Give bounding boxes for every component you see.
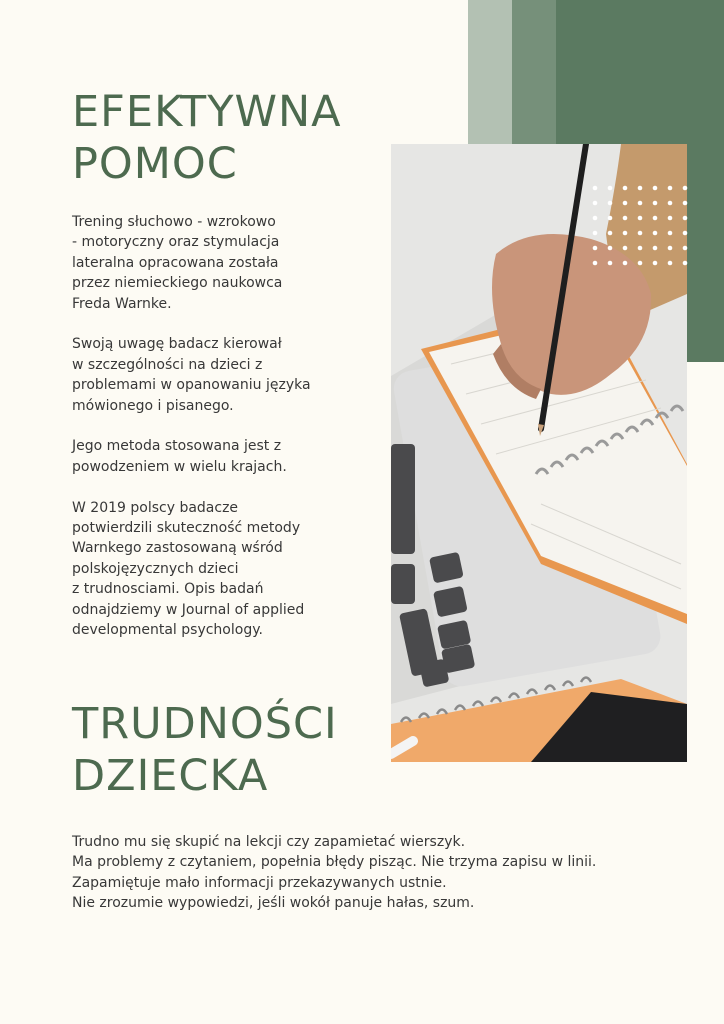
text-line: problemami w opanowaniu języka [72, 377, 311, 394]
text-line: W 2019 polscy badacze [72, 499, 239, 516]
text-line: Zapamiętuje mało informacji przekazywanych ustnie. [72, 874, 447, 891]
text-line: lateralna opracowana została [72, 254, 279, 271]
text-line: Swoją uwagę badacz kierował [72, 336, 282, 353]
decor-band-light [468, 0, 512, 144]
text-line: mówionego i pisanego. [72, 397, 234, 414]
text-line: potwierdzili skuteczność metody [72, 520, 301, 537]
text-line: polskojęzycznych dzieci [72, 560, 239, 577]
text-line: Ma problemy z czytaniem, popełnia błędy pisząc. Nie trzyma zapisu w linii. [72, 854, 597, 871]
text-line: Nie zrozumie wypowiedzi, jeśli wokół panuje hałas, szum. [72, 895, 475, 912]
paragraph [72, 212, 352, 314]
section1-body [72, 212, 352, 661]
section-title-trudnosci-dziecka [72, 698, 338, 802]
text-line: w szczególności na dzieci z [72, 356, 263, 373]
section2-body [72, 832, 672, 914]
paragraph [72, 334, 352, 416]
text-line: Trening słuchowo - wzrokowo [72, 214, 276, 230]
text-line: Trudno mu się skupić na lekcji czy zapamietać wierszyk. [72, 834, 466, 850]
title-line: DZIECKA [72, 751, 269, 801]
text-line: powodzeniem w wielu krajach. [72, 458, 287, 475]
text-line: z trudnosciami. Opis badań [72, 581, 264, 598]
text-line: Warnkego zastosowaną wśród [72, 540, 283, 557]
text-line: developmental psychology. [72, 622, 263, 639]
text-line: przez niemieckiego naukowca [72, 275, 283, 292]
paragraph [72, 498, 352, 641]
text-line: odnajdziemy w Journal of applied [72, 601, 305, 618]
dot-grid-decoration [590, 183, 700, 273]
section-title-efektywna-pomoc [72, 86, 342, 190]
text-line: Freda Warnke. [72, 295, 172, 312]
decor-band-mid [512, 0, 556, 144]
text-line: Jego metoda stosowana jest z [72, 438, 282, 455]
text-line: - motoryczny oraz stymulacja [72, 234, 280, 251]
paragraph [72, 436, 352, 477]
title-line: TRUDNOŚCI [72, 699, 338, 749]
title-line: EFEKTYWNA [72, 87, 342, 137]
title-line: POMOC [72, 139, 238, 189]
